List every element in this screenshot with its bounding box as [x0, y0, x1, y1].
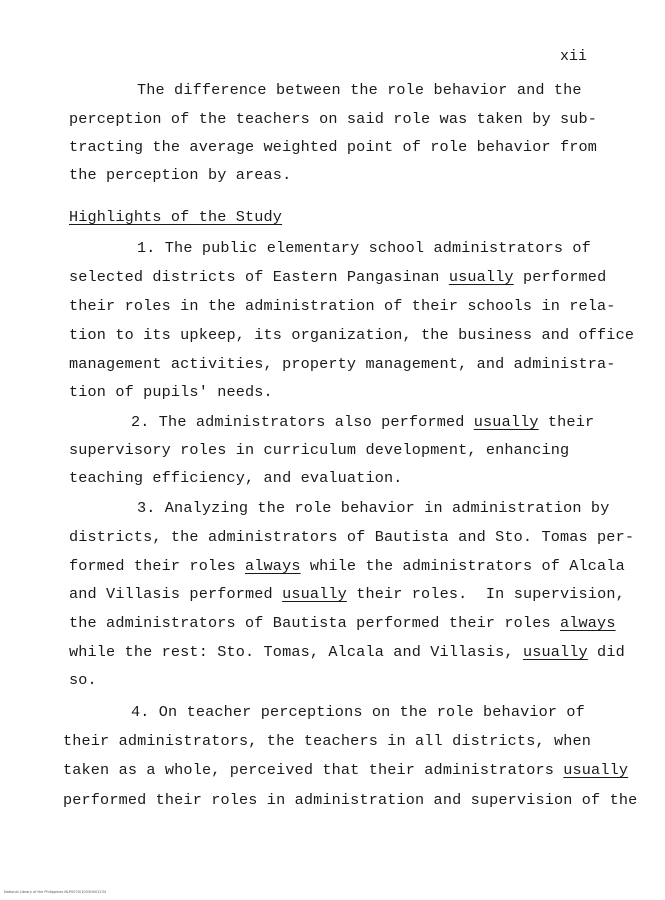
emphasis-usually: usually: [473, 413, 539, 431]
para1-line: tracting the average weighted point of role behavior from: [69, 138, 598, 156]
item1-line: tion of pupils' needs.: [69, 383, 273, 401]
item1-line: management activities, property management, and administra-: [69, 355, 616, 373]
page-number: xii: [560, 48, 588, 65]
item3-line: and Villasis performed usually their roles. In supervision,: [69, 585, 625, 603]
para1-line: perception of the teachers on said role was taken by sub-: [69, 110, 598, 128]
item3-line: districts, the administrators of Bautista and Sto. Tomas per-: [69, 528, 635, 546]
section-heading: Highlights of the Study: [69, 208, 283, 226]
item4-line: taken as a whole, perceived that their administrators usually: [63, 761, 629, 779]
item2-line: teaching efficiency, and evaluation.: [69, 469, 403, 487]
emphasis-usually: usually: [282, 585, 347, 603]
item1-line: tion to its upkeep, its organization, the business and office: [69, 326, 635, 344]
item1-line: their roles in the administration of their schools in rela-: [69, 297, 616, 315]
para1-line: the perception by areas.: [69, 166, 292, 184]
item1-line: 1. The public elementary school administrators of: [137, 239, 591, 257]
item3-line: while the rest: Sto. Tomas, Alcala and Villasis, usually did: [69, 643, 625, 661]
item4-line: performed their roles in administration and supervision of the: [63, 791, 638, 809]
emphasis-always: always: [560, 614, 616, 632]
emphasis-usually: usually: [448, 268, 514, 286]
item4-line: their administrators, the teachers in all districts, when: [63, 732, 592, 750]
item3-line: 3. Analyzing the role behavior in administration by: [137, 499, 610, 517]
item3-line: so.: [69, 671, 97, 689]
item1-line: selected districts of Eastern Pangasinan usually performed: [69, 268, 607, 286]
emphasis-usually: usually: [563, 761, 629, 779]
emphasis-usually: usually: [522, 643, 588, 661]
scan-footer: National Library of the Philippines NLP0070/1003H001234: [4, 890, 107, 894]
emphasis-always: always: [245, 557, 301, 575]
item2-line: supervisory roles in curriculum development, enhancing: [69, 441, 570, 459]
item2-line: 2. The administrators also performed usually their: [131, 413, 595, 431]
item4-line: 4. On teacher perceptions on the role behavior of: [131, 703, 585, 721]
item3-line: formed their roles always while the administrators of Alcala: [69, 557, 625, 575]
para1-line: The difference between the role behavior and the: [137, 81, 582, 99]
item3-line: the administrators of Bautista performed their roles always: [69, 614, 616, 632]
